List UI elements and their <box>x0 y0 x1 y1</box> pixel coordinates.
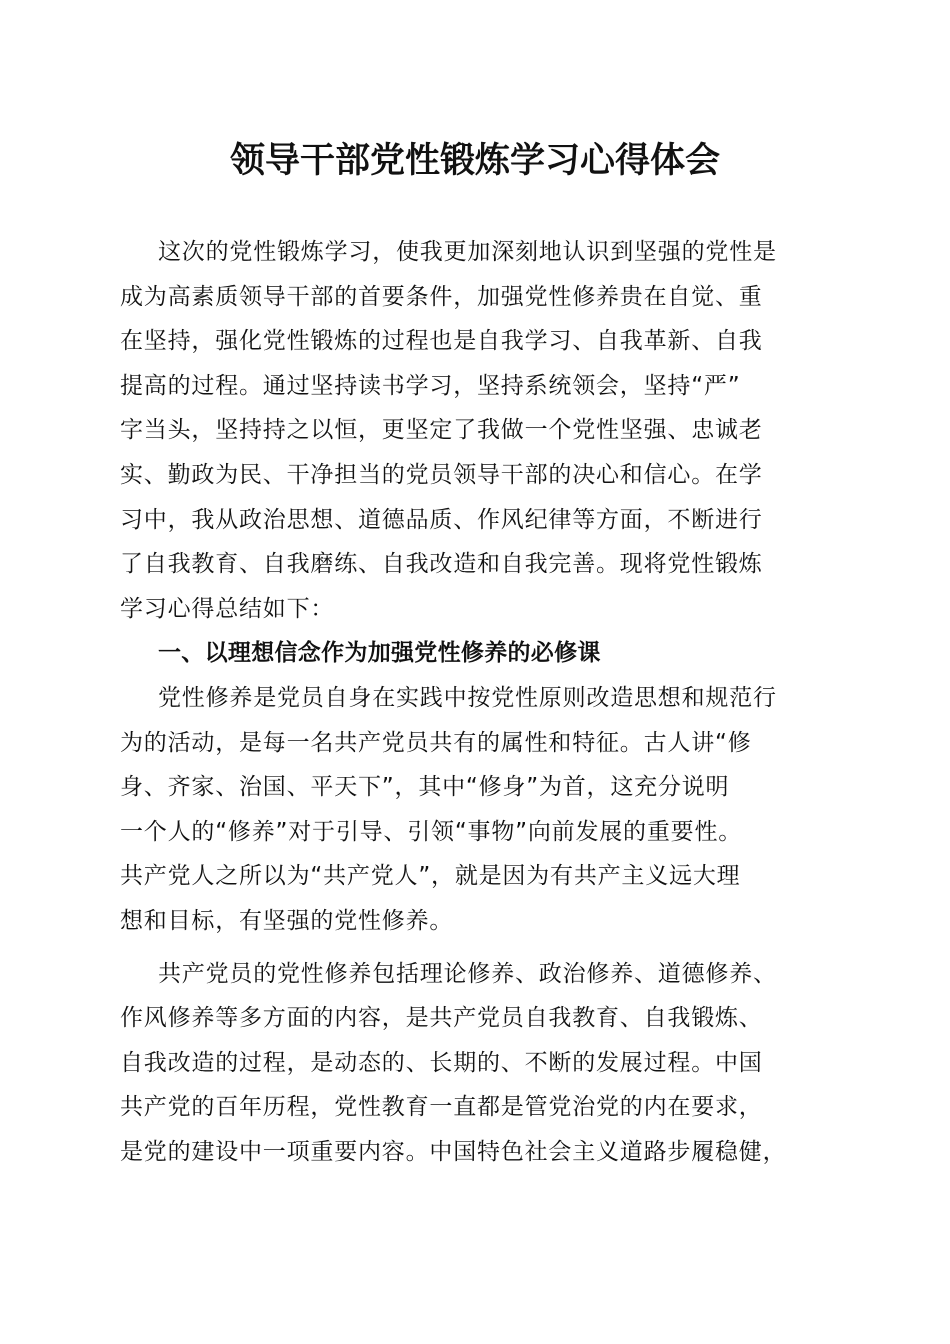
paragraph-line: 了自我教育、自我磨练、自我改造和自我完善。现将党性锻炼 <box>120 551 763 578</box>
document-body <box>120 230 840 1174</box>
paragraph-1 <box>120 230 840 631</box>
paragraph-2 <box>120 676 840 944</box>
paragraph-line: 提高的过程。通过坚持读书学习，坚持系统领会，坚持“严” <box>120 372 741 399</box>
paragraph-line: 为的活动，是每一名共产党员共有的属性和特征。古人讲“修 <box>120 729 752 756</box>
paragraph-line: 自我改造的过程，是动态的、长期的、不断的发展过程。中国 <box>120 1049 763 1076</box>
paragraph-line: 党性修养是党员自身在实践中按党性原则改造思想和规范行 <box>158 684 777 711</box>
document-title: 领导干部党性锻炼学习心得体会 <box>229 140 720 181</box>
section-heading: 一、以理想信念作为加强党性修养的必修课 <box>158 640 601 667</box>
paragraph-line: 共产党员的党性修养包括理论修养、政治修养、道德修养、 <box>158 960 777 987</box>
paragraph-line: 实、勤政为民、干净担当的党员领导干部的决心和信心。在学 <box>120 461 763 488</box>
paragraph-line: 一个人的“修养”对于引导、引领“事物”向前发展的重要性。 <box>120 818 743 845</box>
paragraph-line: 这次的党性锻炼学习，使我更加深刻地认识到坚强的党性是 <box>158 239 777 265</box>
paragraph-gap <box>120 944 840 952</box>
paragraph-line: 共产党人之所以为“共产党人”，就是因为有共产主义远大理 <box>120 863 741 890</box>
paragraph-line: 字当头，坚持持之以恒，更坚定了我做一个党性坚强、忠诚老 <box>120 417 763 444</box>
paragraph-line: 成为高素质领导干部的首要条件，加强党性修养贵在自觉、重 <box>120 283 763 310</box>
paragraph-line: 习中，我从政治思想、道德品质、作风纪律等方面，不断进行 <box>120 506 763 533</box>
paragraph-line: 在坚持，强化党性锻炼的过程也是自我学习、自我革新、自我 <box>120 328 763 355</box>
paragraph-line: 作风修养等多方面的内容，是共产党员自我教育、自我锻炼、 <box>120 1005 763 1032</box>
paragraph-line: 身、齐家、治国、平天下”，其中“修身”为首，这充分说明 <box>120 774 730 801</box>
paragraph-line: 是党的建设中一项重要内容。中国特色社会主义道路步履稳健， <box>120 1138 787 1165</box>
paragraph-line: 想和目标，有坚强的党性修养。 <box>120 907 454 934</box>
paragraph-3 <box>120 952 840 1175</box>
paragraph-line: 学习心得总结如下： <box>120 595 335 622</box>
paragraph-line: 共产党的百年历程，党性教育一直都是管党治党的内在要求， <box>120 1094 763 1121</box>
